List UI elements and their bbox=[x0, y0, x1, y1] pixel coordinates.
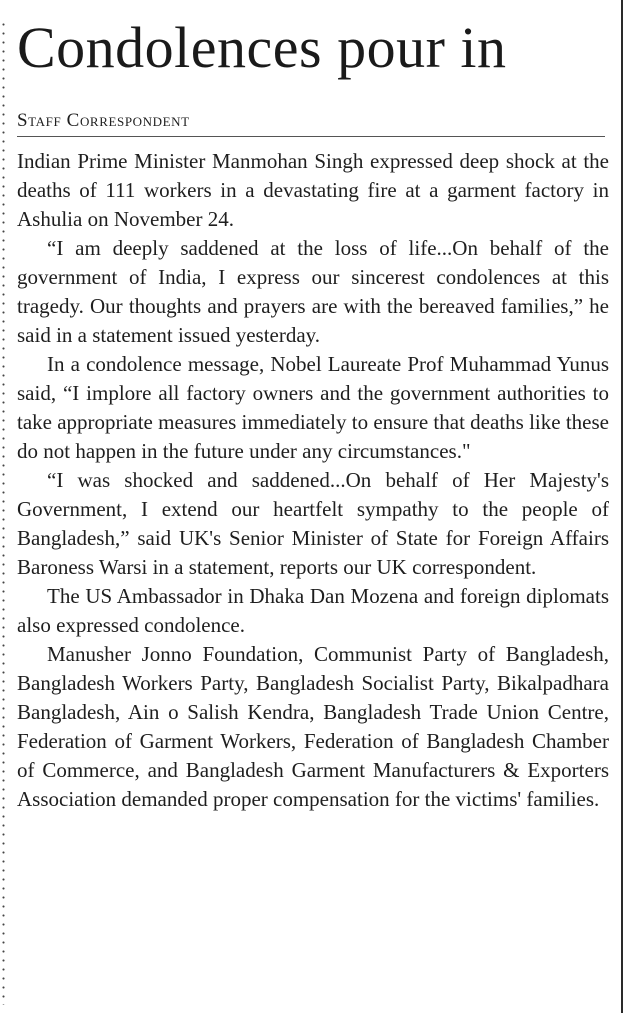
byline: Staff Correspondent bbox=[17, 110, 605, 137]
article-body bbox=[17, 147, 609, 814]
paragraph: Indian Prime Minister Manmohan Singh expressed deep shock at the deaths of 111 workers in a devastating fire at a garment factory in Ashulia on November 24. bbox=[17, 149, 609, 231]
paragraph: Manusher Jonno Foundation, Communist Party of Bangladesh, Bangladesh Workers Party, Bangladesh Socialist Party, Bikalpadhara Bangladesh, Ain o Salish Kendra, Bangladesh Trade Union Centre, Federation of Garment Workers, Federation of Bangladesh Chamber of Commerce, and Bangladesh Garment Manufacturers & Exporters Association demanded proper compensation for the victims' families. bbox=[17, 642, 609, 811]
column-rule bbox=[621, 0, 623, 1013]
paragraph: “I am deeply saddened at the loss of life...On behalf of the government of India, I express our sincerest condolences at this tragedy. Our thoughts and prayers are with the bereaved families,” he said in a statement issued yesterday. bbox=[17, 236, 609, 347]
news-article bbox=[17, 0, 609, 814]
paragraph: “I was shocked and saddened...On behalf of Her Majesty's Government, I extend our heartfelt sympathy to the people of Bangladesh,” said UK's Senior Minister of State for Foreign Affairs Baroness Warsi in a statement, reports our UK correspondent. bbox=[17, 468, 609, 579]
paragraph: In a condolence message, Nobel Laureate Prof Muhammad Yunus said, “I implore all factory owners and the government authorities to take appropriate measures immediately to ensure that deaths like these do not happen in the future under any circumstances." bbox=[17, 352, 609, 463]
headline: Condolences pour in bbox=[17, 15, 507, 80]
paragraph: The US Ambassador in Dhaka Dan Mozena and foreign diplomats also expressed condolence. bbox=[17, 584, 609, 637]
dotted-column-border bbox=[2, 20, 5, 1005]
